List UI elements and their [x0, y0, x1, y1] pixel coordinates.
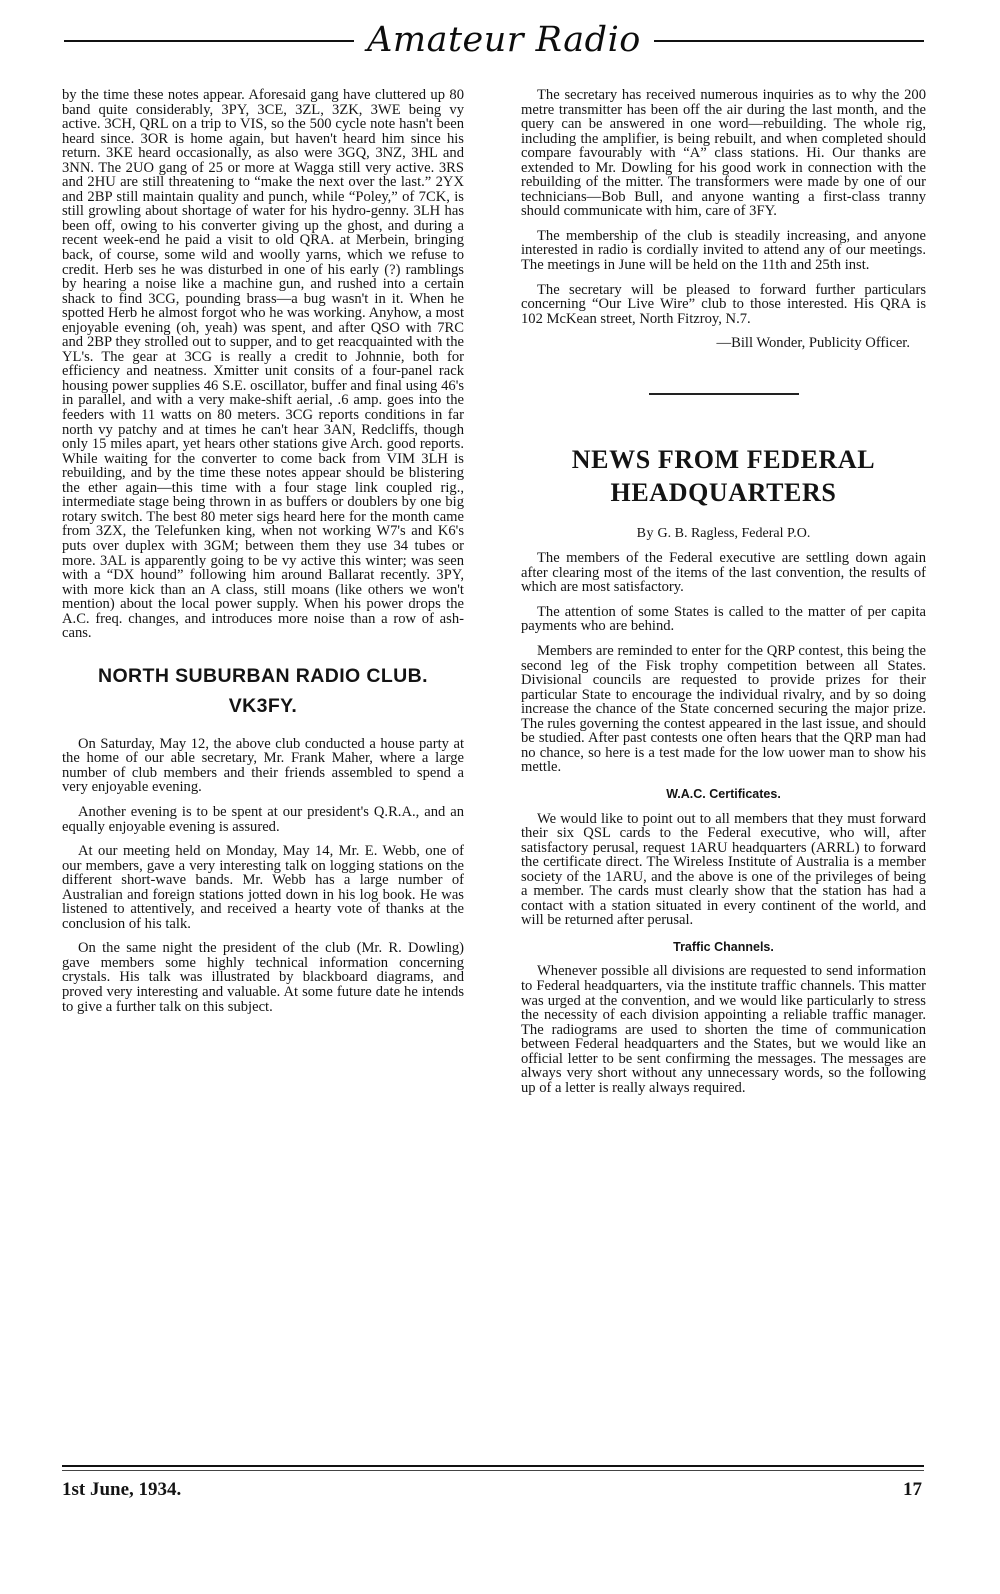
news-heading-line2: HEADQUARTERS: [610, 477, 837, 507]
right-column: [521, 88, 926, 1105]
masthead: [64, 18, 924, 68]
news-paragraph: The attention of some States is called to the matter of per capita payments who are behind.: [521, 603, 926, 635]
page-number: 17: [903, 1479, 922, 1500]
club-paragraph: Another evening is to be spent at our president's Q.R.A., and an equally enjoyable evening is assured.: [62, 803, 464, 835]
byline-by: By: [636, 525, 654, 541]
news-paragraph: Members are reminded to enter for the QRP contest, this being the second leg of the Fisk trophy competition between all States. Divisional councils are requested to provide prizes for their particular State to encourage the individual rivalry, and by so doing increase the chance of the State concerned securing the major prize. The rules governing the contest appeared in the last issue, and should be studied. After past contests one often hears that the QRP man had no chance, so here is a test made for the low uower man to show his mettle.: [521, 643, 926, 776]
byline-name: G. B. Ragless, Federal P.O.: [657, 525, 811, 541]
footer-rule: [62, 1465, 924, 1467]
left-column: [62, 88, 464, 1024]
club-paragraph: On Saturday, May 12, the above club conducted a house party at the home of our able secretary, Mr. Frank Maher, where a large number of club members and their friends assembled to spend a very enjoyable evening.: [62, 735, 464, 796]
club-paragraph: The membership of the club is steadily increasing, and anyone interested in radio is cordially invited to attend any of our meetings. The meetings in June will be held on the 11th and 25th inst.: [521, 227, 926, 274]
wac-paragraph: We would like to point out to all members that they must forward their six QSL cards to the Federal executive, who will, after satisfactory perusal, request 1ARU headquarters (ARRL) to forward the certificate direct. The Wireless Institute of Australia is a member society of the 1ARU, and the above is one of the privileges of being a member. The cards must clearly show that the station has had a contact with a station situated in every continent of the world, and will be returned after perusal.: [521, 810, 926, 929]
news-heading: [521, 443, 926, 509]
traffic-paragraph: Whenever possible all divisions are requested to send information to Federal headquarters, via the institute traffic channels. This matter was urged at the convention, and we would like particularly to stress the necessity of each division appointing a reliable traffic manager. The radiograms are used to shorten the time of communication between Federal headquarters and the States, but we would like an official letter to be sent confirming the messages. The messages are always very short without any unnecessary words, so the following up of a letter is really always required.: [521, 963, 926, 1096]
masthead-rule-right: [654, 40, 924, 42]
news-paragraph: The members of the Federal executive are settling down again after clearing most of the items of the last convention, the results of which are most satisfactory.: [521, 550, 926, 596]
club-heading-callsign: VK3FY.: [228, 694, 298, 717]
notes-continuation-paragraph: by the time these notes appear. Aforesaid gang have cluttered up 80 band quite considerably, 3PY, 3CE, 3ZL, 3ZK, 3WE being vy active. 3CH, QRL on a trip to VIS, so the 500 cycle note hasn't been heard since. 3OR is home again, but haven't heard him since his return. 3KE heard occasionally, as also were 3GQ, 3NZ, 3HL and 3NN. The 2UO gang of 25 or more at Wagga still very active. 3RS and 2HU are still threatening to “make the next over the last.” 2YX and 2BP still maintain quality and punch, while “Poley,” of 7CK, is still growling about shortage of water for his hydro-genny. 3LH has been off, owing to his converter giving up the ghost, and during a recent week-end he paid a visit to old QRA. at Merbein, bringing back, of course, some wild and woolly yarns, which we refuse to credit. Herb ses he was disturbed in one of his early (?) ramblings by hearing a noise like a machine gun, and rushed into a certain shack to find 3CG, pounding brass—a bug wasn't in it. When he spotted Herb he almost forgot who he was working. Anyhow, a most enjoyable evening (oh, yeah) was spent, and after QSO with 7RC and 2BP they strolled out to supper, and to get reacquainted with the YL's. The gear at 3CG is really a credit to Johnnie, both for efficiency and neatness. Xmitter unit consits of a four-panel rack housing power supplies 46 S.E. oscillator, buffer and final using 46's in parallel, and with a very make-shift aerial, .6 amp. goes into the feeders with 11 watts on 80 meters. 3CG reports conditions in far north vy patchy and at times he can't hear 3AN, Redcliffs, though only 15 miles apart, yet hears other stations give Arch. good reports. While waiting for the converter to come back from VIM 3LH is rebuilding, and by the time these notes appear should be blistering the ether again—this time with a four stage link coupled rig., intermediate stage being thrown in as buffers or doublers by one big rotary switch. The best 80 meter sigs heard here for the month came from 3ZX, the Telefunken king, when not working W7's and K6's puts over duplex with 3GM; between them they use 34 tubes or more. 3AL is apparently going to be vy active this winter; was seen with a “DX hound” following him around Ballarat recently. 3PY, with more kick than an A class, still moans (like others we won't mention) about the local power supply. When his power drops the A.C. freq. changes, and introduces more noise than a row of ash-cans.: [62, 87, 464, 642]
masthead-title: Amateur Radio: [367, 20, 641, 60]
page-footer: [62, 1465, 924, 1500]
signoff: —Bill Wonder, Publicity Officer.: [716, 335, 910, 352]
issue-date: 1st June, 1934.: [62, 1479, 182, 1500]
club-paragraph: On the same night the president of the club (Mr. R. Dowling) gave members some highly technical information concerning crystals. His talk was illustrated by blackboard diagrams, and proved very interesting and valuable. At some future date he intends to give a further talk on this subject.: [62, 940, 464, 1015]
news-heading-line1: NEWS FROM FEDERAL: [571, 444, 876, 474]
club-heading-name: NORTH SUBURBAN RADIO CLUB.: [98, 664, 428, 687]
masthead-rule-left: [64, 40, 354, 42]
club-paragraph: The secretary will be pleased to forward further particulars concerning “Our Live Wire” club to those interested. His QRA is 102 McKean street, North Fitzroy, N.7.: [521, 281, 926, 327]
wac-heading: W.A.C. Certificates.: [666, 786, 781, 801]
traffic-heading: Traffic Channels.: [673, 939, 774, 954]
club-paragraph: At our meeting held on Monday, May 14, Mr. E. Webb, one of our members, gave a very interesting talk on logging stations on the different short-wave bands. Mr. Webb has a large number of Australian and foreign stations jotted down in his log book. He was listened to attentively, and received a hearty vote of thanks at the conclusion of his talk.: [62, 843, 464, 932]
footer-rule-thin: [62, 1470, 924, 1471]
club-paragraph: The secretary has received numerous inquiries as to why the 200 metre transmitter has been off the air during the last month, and the query can be answered in one word—rebuilding. The whole rig, including the amplifier, is being rebuilt, and when completed should compare favourably with “A” class stations. Hi. Our thanks are extended to Mr. Dowling for his good work in connection with the rebuilding of the mitter. The transformers were made by one of our technicians—Bob Bull, and anyone wanting a first-class tranny should communicate with him, care of 3FY.: [521, 87, 926, 220]
club-heading: [62, 661, 464, 721]
section-divider: [649, 393, 799, 395]
byline: [521, 527, 926, 542]
